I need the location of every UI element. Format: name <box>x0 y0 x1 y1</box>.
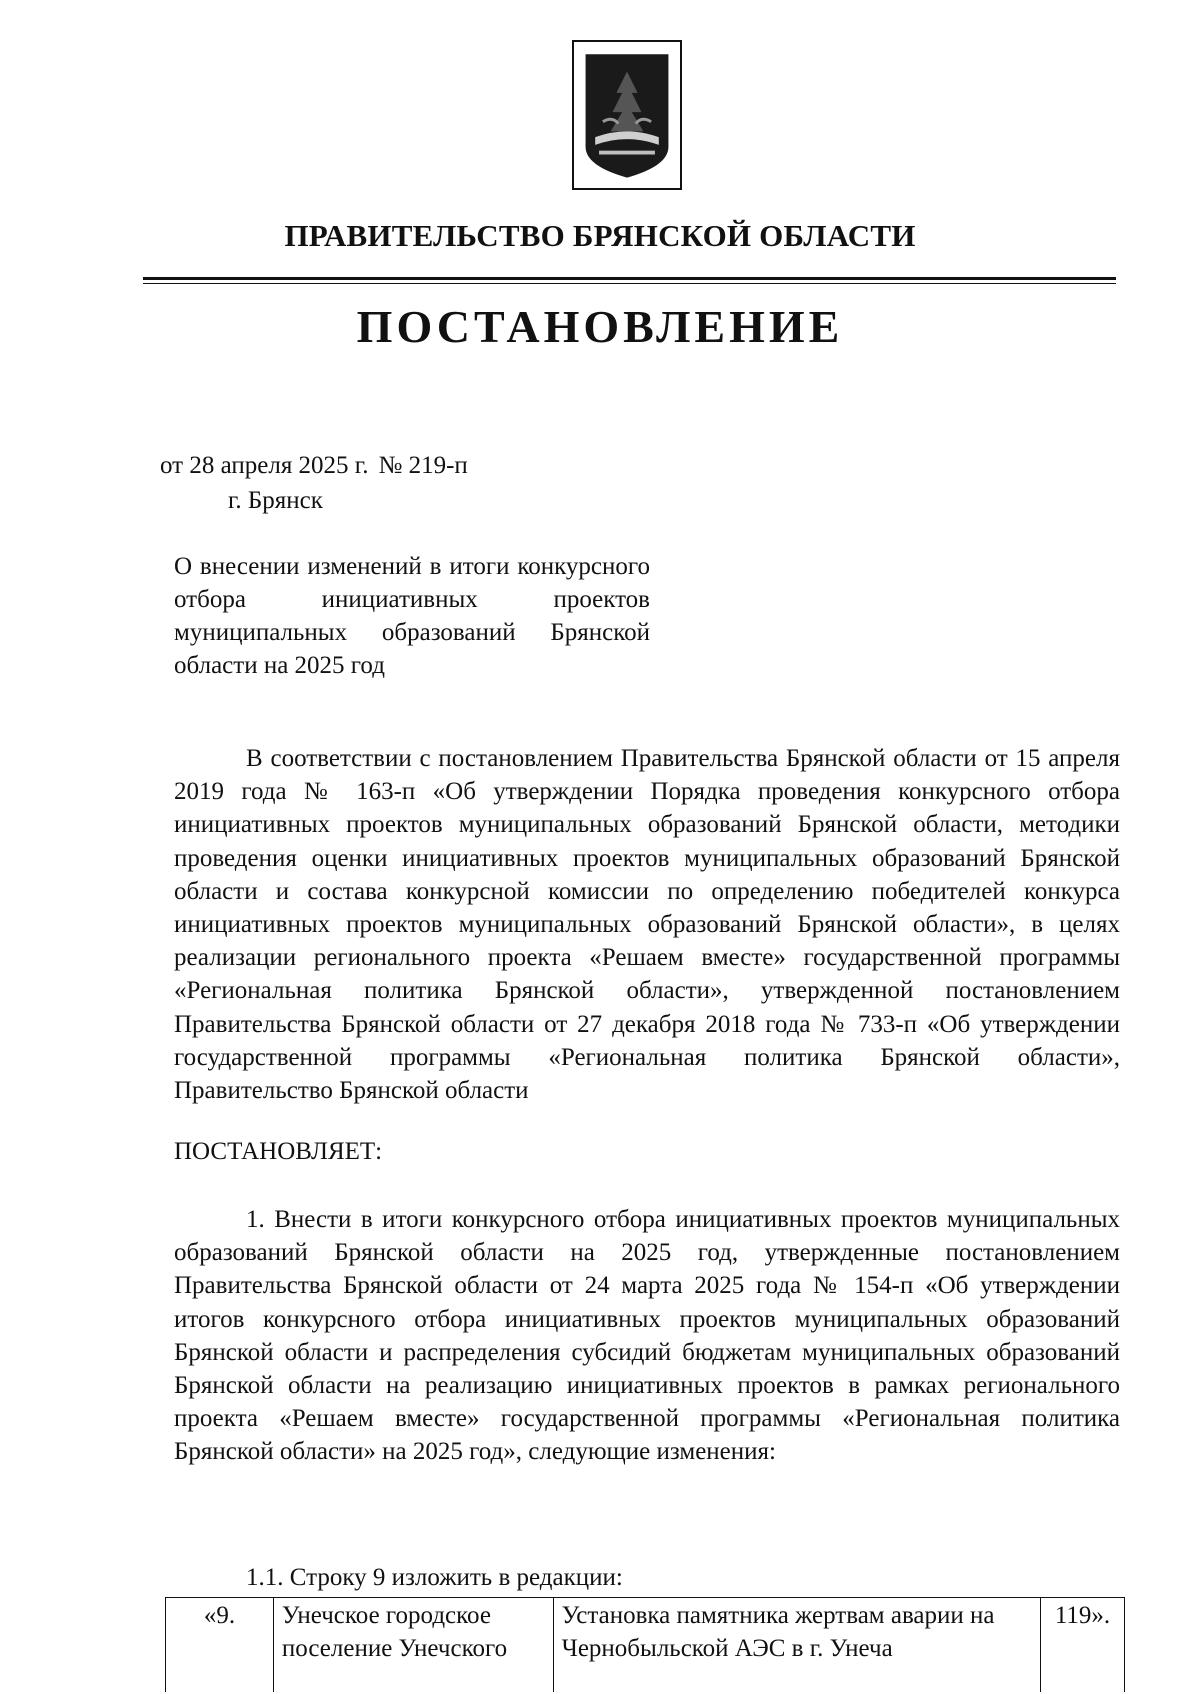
document-date: от 28 апреля 2025 г. <box>160 452 369 479</box>
sub-item-1-1: 1.1. Строку 9 изложить в редакции: <box>246 1564 623 1591</box>
preamble-paragraph: В соответствии с постановлением Правительства Брянской области от 15 апреля 2019 года № 163-п «Об утверждении Порядка проведения конкурсного отбора инициативных проектов муниципальных образований Брянской области, методики проведения оценки инициативных проектов муниципальных образований Брянской области и состава конкурсной комиссии по определению победителей конкурса инициативных проектов муниципальных образований Брянской области», в целях реализации регионального проекта «Решаем вместе» государственной программы «Региональная политика Брянской области», утвержденной постановлением Правительства Брянской области от 27 декабря 2018 года № 733-п «Об утверждении государственной программы «Региональная политика Брянской области», Правительство Брянской области <box>174 745 1120 1105</box>
table-row <box>166 1598 1125 1692</box>
document-subject: О внесении изменений в итоги конкурсного отбора инициативных проектов муниципальных образований Брянской области на 2025 год <box>174 553 650 679</box>
coat-of-arms-icon <box>572 40 682 190</box>
header-rule-thick <box>143 277 1116 280</box>
row-9-table <box>165 1597 1125 1692</box>
organization-name: ПРАВИТЕЛЬСТВО БРЯНСКОЙ ОБЛАСТИ <box>284 218 916 253</box>
document-city: г. Брянск <box>228 487 323 514</box>
decree-word: ПОСТАНОВЛЯЕТ: <box>174 1138 383 1165</box>
date-line <box>160 452 468 480</box>
header-rule-thin <box>143 283 1116 284</box>
document-number: № 219-п <box>378 452 468 479</box>
document-type: ПОСТАНОВЛЕНИЕ <box>356 301 844 352</box>
project-cell: Установка памятника жертвам аварии на Чернобыльской АЭС в г. Унеча <box>553 1598 1040 1692</box>
row-number-cell: «9. <box>166 1598 274 1692</box>
municipality-cell: Унечское городское поселение Унечского <box>273 1598 553 1692</box>
item-1-paragraph: 1. Внести в итоги конкурсного отбора инициативных проектов муниципальных образований Брянской области на 2025 год, утвержденные постановлением Правительства Брянской области от 24 марта 2025 года № 154-п «Об утверждении итогов конкурсного отбора инициативных проектов муниципальных образований Брянской области и распределения субсидий бюджетам муниципальных образований Брянской области на реализацию инициативных проектов в рамках регионального проекта «Решаем вместе» государственной программы «Региональная политика Брянской области» на 2025 год», следующие изменения: <box>174 1206 1120 1466</box>
value-cell: 119». <box>1041 1598 1125 1692</box>
